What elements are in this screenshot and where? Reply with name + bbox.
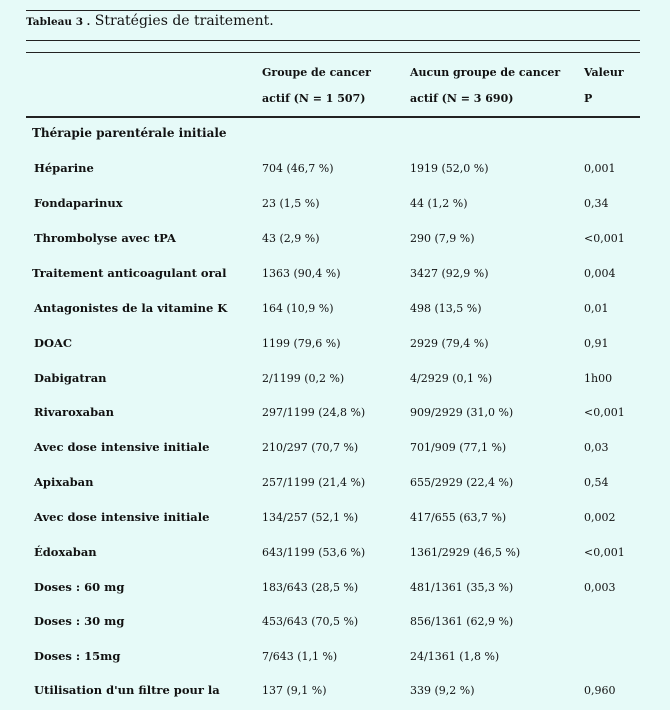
cell-none: 1919 (52,0 %) — [410, 162, 489, 175]
cell-active: 210/297 (70,7 %) — [262, 441, 359, 454]
row-label: Fondaparinux — [34, 196, 123, 210]
header-bottom-rule — [26, 116, 640, 118]
header-p-value: Valeur P — [584, 66, 624, 105]
cell-active: 643/1199 (53,6 %) — [262, 546, 366, 559]
cell-p: <0,001 — [584, 406, 625, 419]
cell-p: 0,01 — [584, 302, 609, 315]
cell-active: 137 (9,1 %) — [262, 684, 327, 697]
row-label: Édoxaban — [34, 545, 97, 559]
cell-active: 134/257 (52,1 %) — [262, 511, 359, 524]
top-rule — [26, 10, 640, 11]
cell-active: 183/643 (28,5 %) — [262, 581, 359, 594]
cell-p: 0,003 — [584, 581, 616, 594]
table-caption — [26, 13, 274, 29]
row-label: Doses : 30 mg — [34, 614, 125, 628]
row-label: Avec dose intensive initiale — [34, 440, 210, 454]
cell-p: 0,004 — [584, 267, 616, 280]
cell-p: 0,03 — [584, 441, 609, 454]
cell-none: 4/2929 (0,1 %) — [410, 372, 493, 385]
caption-label: Tableau 3 . — [26, 16, 91, 28]
row-label: Héparine — [34, 161, 94, 175]
cell-active: 43 (2,9 %) — [262, 232, 320, 245]
cell-active: 297/1199 (24,8 %) — [262, 406, 366, 419]
cell-none: 24/1361 (1,8 %) — [410, 650, 500, 663]
row-label: Rivaroxaban — [34, 405, 114, 419]
cell-active: 1199 (79,6 %) — [262, 337, 341, 350]
row-label: DOAC — [34, 336, 73, 350]
row-label: Doses : 15mg — [34, 649, 121, 663]
row-label: Antagonistes de la vitamine K — [34, 301, 228, 315]
cell-active: 2/1199 (0,2 %) — [262, 372, 345, 385]
row-label: Utilisation d'un filtre pour la — [34, 683, 220, 697]
cell-p: <0,001 — [584, 546, 625, 559]
cell-active: 7/643 (1,1 %) — [262, 650, 338, 663]
cell-p: 0,960 — [584, 684, 616, 697]
header-no-cancer-group: Aucun groupe de cancer actif (N = 3 690) — [410, 66, 561, 105]
row-label: Apixaban — [34, 475, 94, 489]
cell-p: 0,002 — [584, 511, 616, 524]
cell-p: <0,001 — [584, 232, 625, 245]
caption-rule — [26, 40, 640, 41]
cell-none: 2929 (79,4 %) — [410, 337, 489, 350]
row-label: Traitement anticoagulant oral — [32, 266, 227, 280]
cell-p: 0,34 — [584, 197, 609, 210]
cell-none: 417/655 (63,7 %) — [410, 511, 507, 524]
cell-none: 481/1361 (35,3 %) — [410, 581, 514, 594]
cell-active: 23 (1,5 %) — [262, 197, 320, 210]
cell-p: 1h00 — [584, 372, 613, 385]
cell-none: 701/909 (77,1 %) — [410, 441, 507, 454]
cell-none: 3427 (92,9 %) — [410, 267, 489, 280]
cell-none: 290 (7,9 %) — [410, 232, 475, 245]
caption-title: Stratégies de traitement. — [94, 13, 274, 29]
cell-active: 164 (10,9 %) — [262, 302, 334, 315]
cell-p: 0,001 — [584, 162, 616, 175]
cell-none: 498 (13,5 %) — [410, 302, 482, 315]
cell-none: 44 (1,2 %) — [410, 197, 468, 210]
cell-active: 453/643 (70,5 %) — [262, 615, 359, 628]
cell-active: 257/1199 (21,4 %) — [262, 476, 366, 489]
row-label: Doses : 60 mg — [34, 580, 125, 594]
row-label: Dabigatran — [34, 371, 107, 385]
row-label: Thrombolyse avec tPA — [34, 231, 176, 245]
cell-none: 856/1361 (62,9 %) — [410, 615, 514, 628]
cell-active: 704 (46,7 %) — [262, 162, 334, 175]
cell-p: 0,54 — [584, 476, 609, 489]
cell-none: 1361/2929 (46,5 %) — [410, 546, 521, 559]
cell-none: 909/2929 (31,0 %) — [410, 406, 514, 419]
row-label: Avec dose intensive initiale — [34, 510, 210, 524]
cell-p: 0,91 — [584, 337, 609, 350]
header-top-rule — [26, 52, 640, 53]
cell-active: 1363 (90,4 %) — [262, 267, 341, 280]
header-active-group: Groupe de cancer actif (N = 1 507) — [262, 66, 371, 105]
cell-none: 339 (9,2 %) — [410, 684, 475, 697]
cell-none: 655/2929 (22,4 %) — [410, 476, 514, 489]
section-title: Thérapie parentérale initiale — [32, 126, 227, 140]
